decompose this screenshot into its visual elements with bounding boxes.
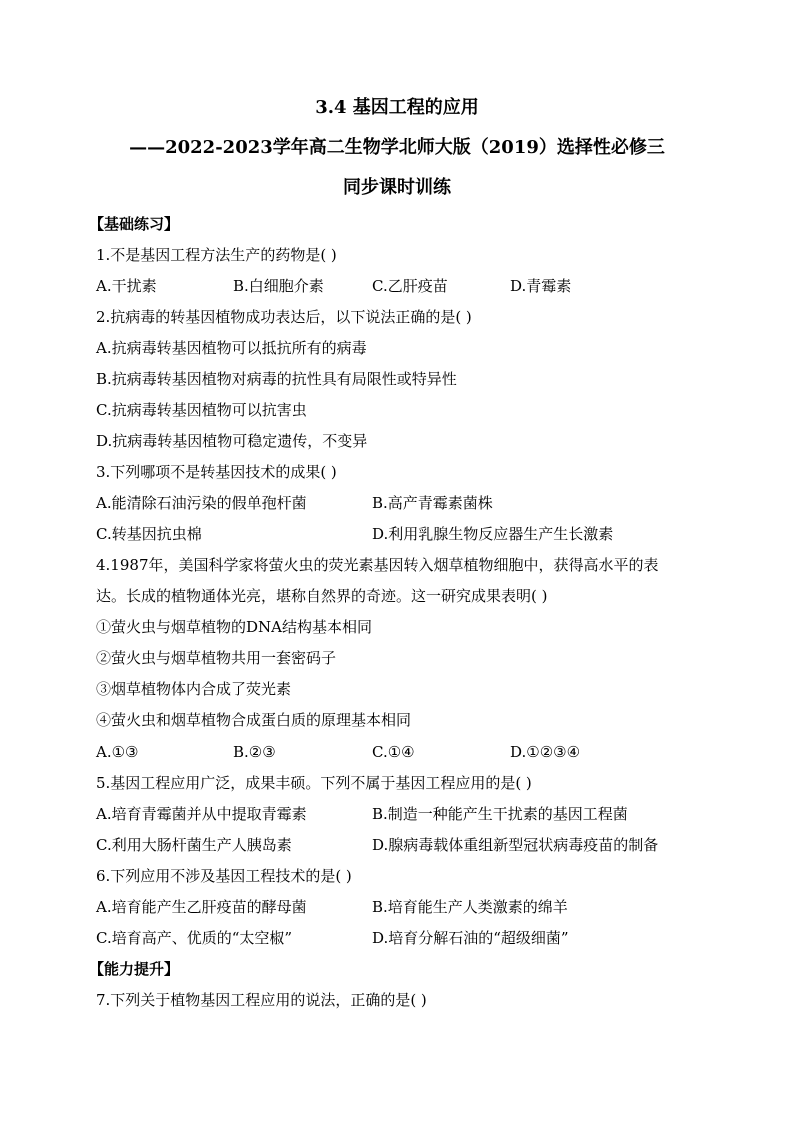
question-3-option-b: B.高产青霉素菌株 [372,494,493,512]
document-title: 3.4 基因工程的应用 [315,97,479,118]
question-4-statement-4: ④萤火虫和烟草植物合成蛋白质的原理基本相同 [96,711,412,729]
question-4-statement-2: ②萤火虫与烟草植物共用一套密码子 [96,649,337,667]
question-5-stem: 5.基因工程应用广泛，成果丰硕。下列不属于基因工程应用的是( ) [96,774,532,792]
section-heading-basic: 【基础练习】 [89,215,180,233]
question-6-option-a: A.培育能产生乙肝疫苗的酵母菌 [96,898,307,916]
question-5-option-a: A.培育青霉菌并从中提取青霉素 [96,805,307,823]
question-4-option-a: A.①③ [96,743,139,761]
question-1-stem: 1.不是基因工程方法生产的药物是( ) [96,246,337,264]
question-6-option-b: B.培育能生产人类激素的绵羊 [372,898,568,916]
question-6-stem: 6.下列应用不涉及基因工程技术的是( ) [96,867,352,885]
question-4-statement-3: ③烟草植物体内合成了荧光素 [96,680,292,698]
question-1-option-b: B.白细胞介素 [233,277,324,295]
question-4-stem-line-1: 4.1987年，美国科学家将萤火虫的荧光素基因转入烟草植物细胞中，获得高水平的表 [96,556,659,574]
question-6-option-c: C.培育高产、优质的“太空椒” [96,929,293,947]
question-1-option-d: D.青霉素 [510,277,572,295]
question-6-option-d: D.培育分解石油的“超级细菌” [372,929,569,947]
question-3-option-c: C.转基因抗虫棉 [96,525,202,543]
question-4-option-c: C.①④ [372,743,415,761]
section-heading-advanced: 【能力提升】 [89,960,180,978]
question-2-option-c: C.抗病毒转基因植物可以抗害虫 [96,401,307,419]
question-2-stem: 2.抗病毒的转基因植物成功表达后，以下说法正确的是( ) [96,308,472,326]
question-1-option-c: C.乙肝疫苗 [372,277,448,295]
question-1-option-a: A.干扰素 [96,277,157,295]
question-5-option-d: D.腺病毒载体重组新型冠状病毒疫苗的制备 [372,836,659,854]
question-5-option-c: C.利用大肠杆菌生产人胰岛素 [96,836,292,854]
question-4-option-d: D.①②③④ [510,743,581,761]
document-subtitle: ——2022-2023学年高二生物学北师大版（2019）选择性必修三 [129,137,665,158]
question-4-option-b: B.②③ [233,743,276,761]
question-3-stem: 3.下列哪项不是转基因技术的成果( ) [96,463,337,481]
question-4-stem-line-2: 达。长成的植物通体光亮，堪称自然界的奇迹。这一研究成果表明( ) [96,587,548,605]
question-2-option-d: D.抗病毒转基因植物可稳定遗传，不变异 [96,432,368,450]
question-7-stem: 7.下列关于植物基因工程应用的说法，正确的是( ) [96,991,427,1009]
question-4-statement-1: ①萤火虫与烟草植物的DNA结构基本相同 [96,618,372,636]
question-3-option-d: D.利用乳腺生物反应器生产生长激素 [372,525,614,543]
question-2-option-b: B.抗病毒转基因植物对病毒的抗性具有局限性或特异性 [96,370,457,388]
document-subtitle-2: 同步课时训练 [343,177,451,198]
question-2-option-a: A.抗病毒转基因植物可以抵抗所有的病毒 [96,339,367,357]
question-5-option-b: B.制造一种能产生干扰素的基因工程菌 [372,805,628,823]
question-3-option-a: A.能清除石油污染的假单孢杆菌 [96,494,307,512]
